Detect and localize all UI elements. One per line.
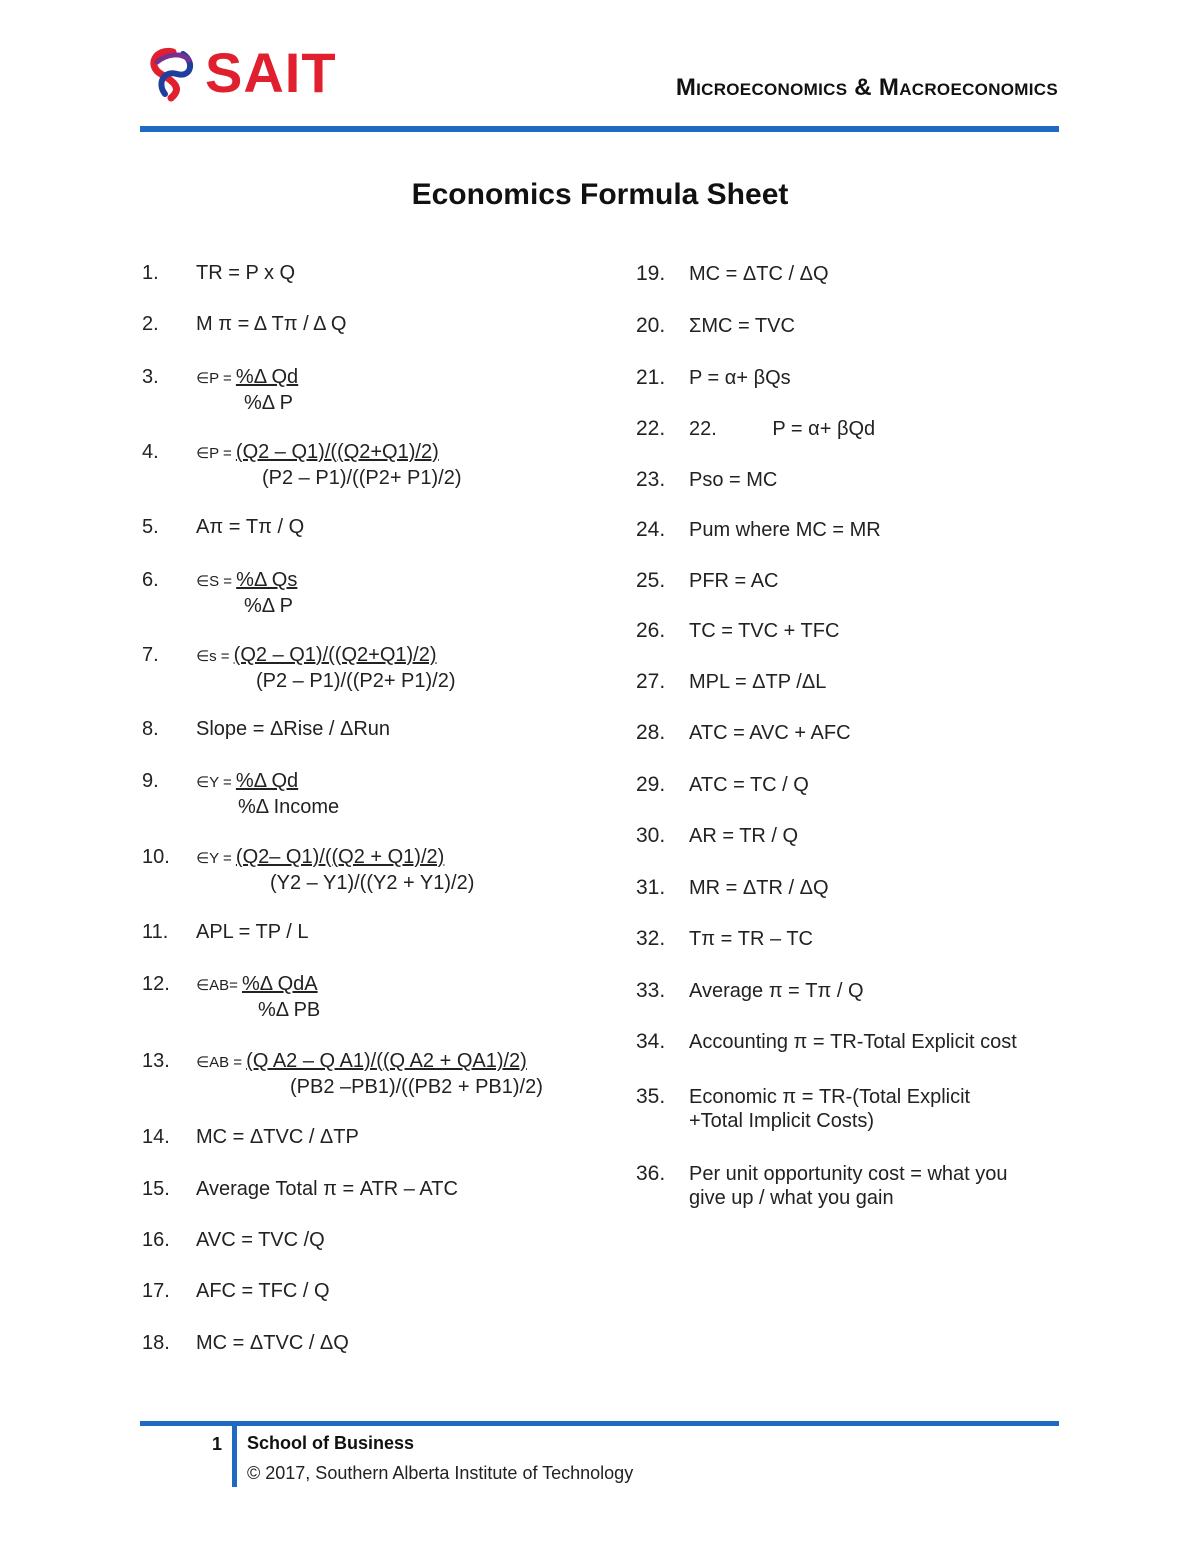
formula-text: Aπ = Tπ / Q — [196, 516, 305, 538]
formula-text: AFC = TFC / Q — [196, 1280, 330, 1302]
formula-number: 25. — [636, 569, 666, 592]
formula-lhs: ∈P = — [196, 445, 236, 462]
footer-divider — [140, 1421, 1059, 1426]
formula-numerator: %Δ Qs — [236, 569, 298, 591]
formula-number: 19. — [636, 262, 666, 285]
formula-number: 31. — [636, 876, 666, 899]
formula-number: 23. — [636, 468, 666, 491]
formula-line-1: Economic π = TR-(Total Explicit — [689, 1086, 971, 1108]
formula-numerator: (Q A2 – Q A1)/((Q A2 + QA1)/2) — [246, 1050, 527, 1072]
formula-text: 22. P = α+ βQd — [689, 418, 876, 440]
footer-copyright: © 2017, Southern Alberta Institute of Technology — [247, 1463, 634, 1483]
formula-number: 17. — [142, 1280, 170, 1302]
formula-number: 18. — [142, 1332, 170, 1354]
formula-number: 8. — [142, 718, 159, 740]
formula-lhs: ∈AB= — [196, 977, 243, 994]
formula-text: Pso = MC — [689, 469, 778, 491]
formula-numerator: (Q2– Q1)/((Q2 + Q1)/2) — [235, 846, 445, 868]
formula-denominator: %Δ P — [244, 392, 293, 414]
formula-denominator: (PB2 –PB1)/((PB2 + PB1)/2) — [290, 1076, 543, 1098]
formula-number: 10. — [142, 846, 170, 868]
formula-number: 15. — [142, 1178, 170, 1200]
formula-number: 16. — [142, 1229, 170, 1251]
formula-number: 12. — [142, 973, 170, 995]
formula-number: 26. — [636, 619, 666, 642]
formula-number: 30. — [636, 824, 666, 847]
formula-line-2: give up / what you gain — [689, 1187, 894, 1209]
formula-lhs: ∈s = — [196, 648, 234, 665]
formula-denominator: %Δ P — [244, 595, 293, 617]
formula-number: 35. — [636, 1085, 666, 1108]
formula-number: 13. — [142, 1050, 170, 1072]
formula-text: MC = ΔTVC / ΔQ — [196, 1332, 349, 1354]
page-number: 1 — [212, 1434, 223, 1454]
formula-text: Average Total π = ATR – ATC — [196, 1178, 458, 1200]
formula-line-2: +Total Implicit Costs) — [689, 1110, 875, 1132]
formula-text: Average π = Tπ / Q — [689, 980, 864, 1002]
formula-denominator: (Y2 – Y1)/((Y2 + Y1)/2) — [270, 872, 475, 894]
formula-numerator: %Δ Qd — [235, 770, 299, 792]
formula-lhs: ∈P = — [196, 370, 236, 387]
formula-lhs: ∈Y = — [196, 774, 236, 791]
formula-text: MC = ΔTC / ΔQ — [689, 263, 829, 285]
formula-text: MPL = ΔTP /ΔL — [689, 671, 827, 693]
formula-text: ΣMC = TVC — [689, 315, 795, 337]
formula-number: 29. — [636, 773, 666, 796]
formula-number: 20. — [636, 314, 666, 337]
formula-lhs: ∈S = — [196, 573, 237, 590]
formula-text: M π = Δ Tπ / Δ Q — [196, 313, 347, 335]
formula-text: Pum where MC = MR — [689, 519, 881, 541]
formula-number: 21. — [636, 366, 666, 389]
sait-swirl-icon — [143, 44, 199, 102]
formula-text: AVC = TVC /Q — [196, 1229, 325, 1251]
sait-logo — [143, 41, 337, 104]
formula-number: 5. — [142, 516, 159, 538]
formula-number: 32. — [636, 927, 666, 950]
formula-number: 3. — [142, 366, 159, 388]
formula-denominator: (P2 – P1)/((P2+ P1)/2) — [262, 467, 462, 489]
formula-number: 14. — [142, 1126, 170, 1148]
formula-text: MC = ΔTVC / ΔTP — [196, 1126, 359, 1148]
formula-number: 2. — [142, 313, 159, 335]
formula-number: 27. — [636, 670, 666, 693]
formula-text: PFR = AC — [689, 570, 779, 592]
formula-numerator: (Q2 – Q1)/((Q2+Q1)/2) — [235, 441, 439, 463]
formula-text: P = α+ βQs — [689, 367, 791, 389]
header-divider — [140, 126, 1059, 132]
formula-number: 1. — [142, 262, 159, 284]
formula-number: 4. — [142, 441, 159, 463]
formula-text: ATC = AVC + AFC — [689, 722, 851, 744]
footer-school: School of Business — [247, 1433, 415, 1453]
footer-vertical-bar — [232, 1426, 237, 1487]
formula-number: 28. — [636, 721, 666, 744]
formula-number: 7. — [142, 644, 159, 666]
formula-number: 36. — [636, 1162, 666, 1185]
formula-text: Tπ = TR – TC — [689, 928, 814, 950]
formula-lhs: ∈Y = — [196, 850, 236, 867]
formula-text: APL = TP / L — [196, 921, 309, 943]
formula-text: TR = P x Q — [196, 262, 296, 284]
formula-number: 11. — [142, 921, 169, 943]
formula-text: MR = ΔTR / ΔQ — [689, 877, 829, 899]
page-title: Economics Formula Sheet — [411, 178, 789, 211]
formula-numerator: (Q2 – Q1)/((Q2+Q1)/2) — [233, 644, 437, 666]
formula-number: 6. — [142, 569, 159, 591]
formula-line-1: Per unit opportunity cost = what you — [689, 1163, 1008, 1185]
formula-text: TC = TVC + TFC — [689, 620, 840, 642]
formula-number: 22. — [636, 417, 666, 440]
formula-text: Accounting π = TR-Total Explicit cost — [689, 1031, 1017, 1053]
formula-denominator: %Δ Income — [238, 796, 340, 818]
formula-text: AR = TR / Q — [689, 825, 799, 847]
formula-lhs: ∈AB = — [196, 1054, 247, 1071]
formula-number: 33. — [636, 979, 666, 1002]
course-title: Microeconomics & Macroeconomics — [675, 74, 1058, 101]
formula-text: ATC = TC / Q — [689, 774, 809, 796]
formula-denominator: (P2 – P1)/((P2+ P1)/2) — [256, 670, 456, 692]
formula-number: 9. — [142, 770, 159, 792]
formula-numerator: %Δ QdA — [242, 973, 318, 995]
formula-denominator: %Δ PB — [258, 999, 321, 1021]
formula-number: 24. — [636, 518, 666, 541]
sait-logo-text: SAIT — [205, 41, 337, 104]
formula-numerator: %Δ Qd — [235, 366, 299, 388]
formula-text: Slope = ΔRise / ΔRun — [196, 718, 391, 740]
formula-number: 34. — [636, 1030, 666, 1053]
